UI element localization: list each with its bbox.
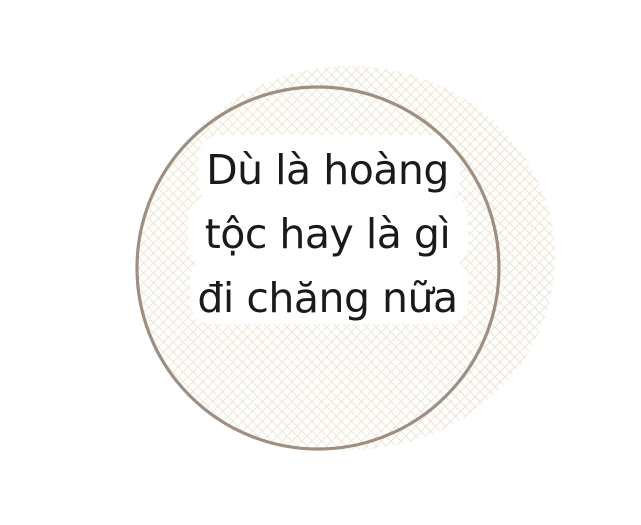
speech-line-1: Dù là hoàng bbox=[206, 146, 449, 194]
speech-bubble-text bbox=[180, 138, 475, 330]
speech-line-2: tộc hay là gì bbox=[204, 210, 451, 258]
speech-line-3: đi chăng nữa bbox=[197, 274, 458, 322]
